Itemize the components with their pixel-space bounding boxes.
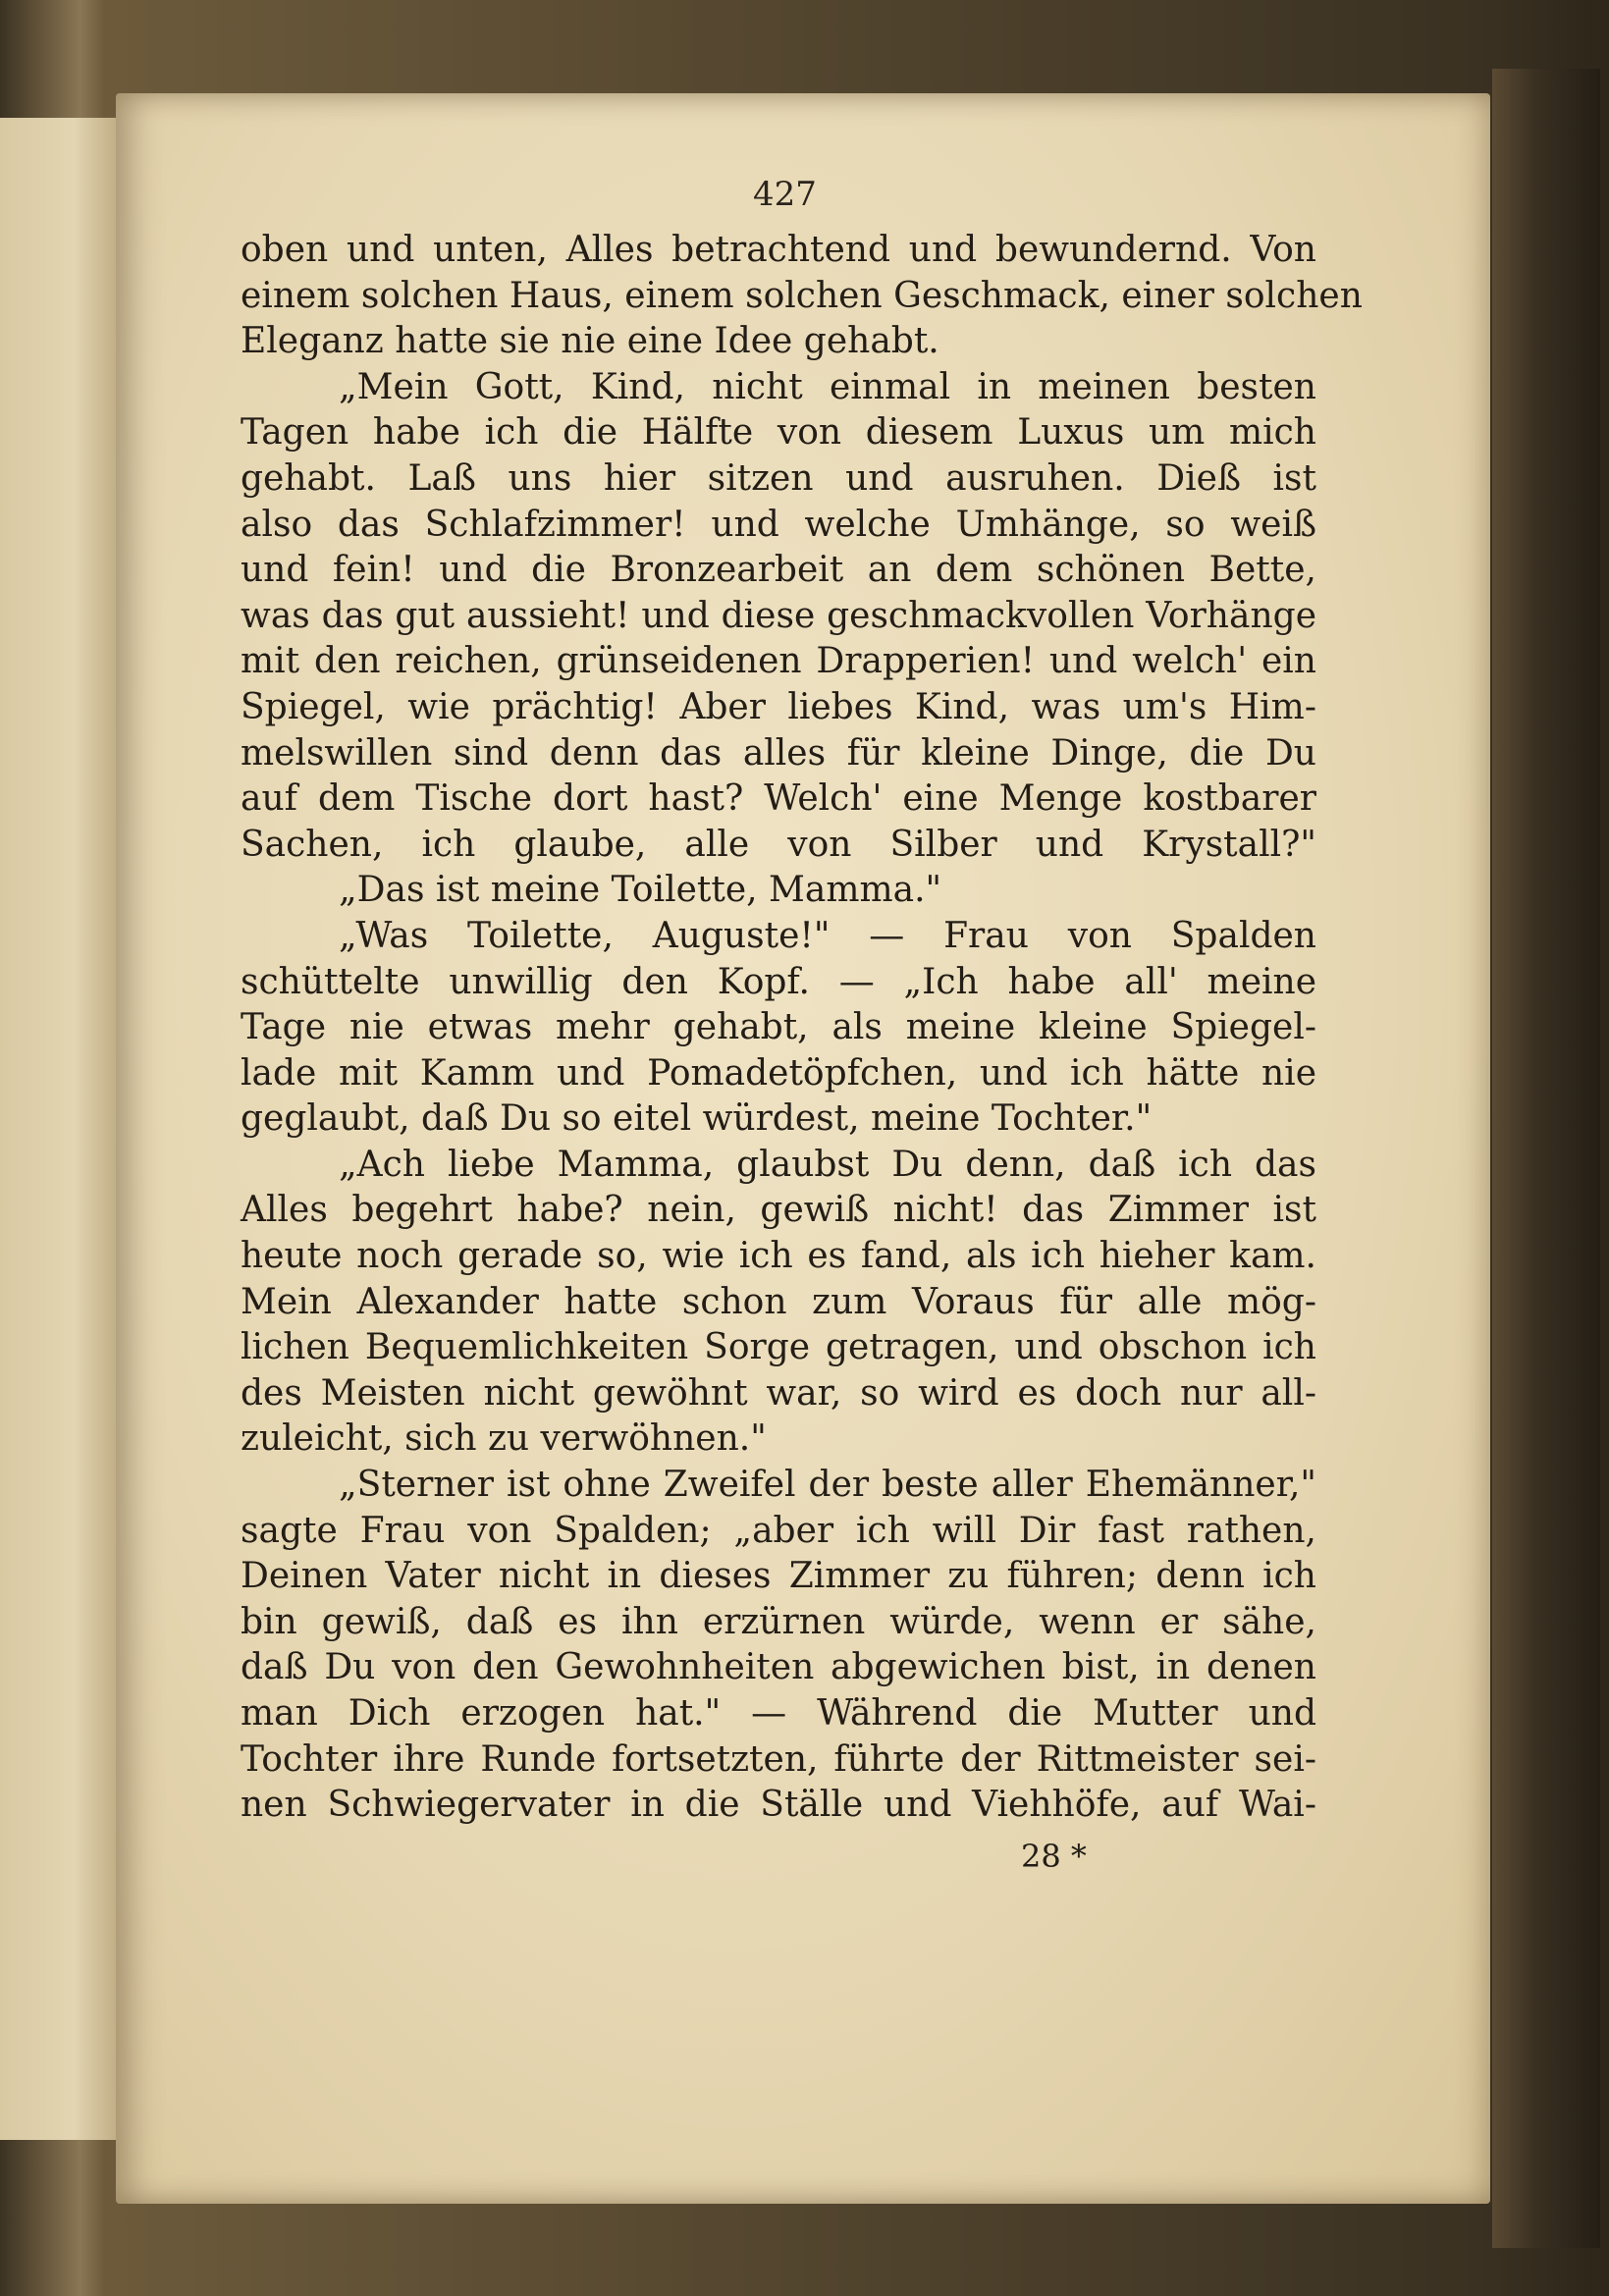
text-line: man Dich erzogen hat." — Während die Mutter und: [241, 1693, 1316, 1734]
page-number-text: 427: [753, 175, 817, 214]
text-line: Tage nie etwas mehr gehabt, als meine kleine Spiegel-: [241, 1007, 1316, 1048]
text-line: „Mein Gott, Kind, nicht einmal in meinen besten: [339, 366, 1316, 407]
text-line: gehabt. Laß uns hier sitzen und ausruhen. Dieß ist: [241, 457, 1316, 499]
text-line: Eleganz hatte sie nie eine Idee gehabt.: [241, 321, 939, 362]
text-line: lichen Bequemlichkeiten Sorge getragen, und obschon ich: [241, 1327, 1316, 1368]
text-line: Deinen Vater nicht in dieses Zimmer zu führen; denn ich: [241, 1556, 1316, 1597]
text-line: also das Schlafzimmer! und welche Umhänge, so weiß: [241, 504, 1316, 545]
text-line: Tochter ihre Runde fortsetzten, führte der Rittmeister sei-: [241, 1738, 1316, 1780]
text-line: Spiegel, wie prächtig! Aber liebes Kind, was um's Him-: [241, 686, 1316, 727]
text-line: „Das ist meine Toilette, Mamma.": [339, 870, 942, 911]
text-line: nen Schwiegervater in die Ställe und Viehhöfe, auf Wai-: [241, 1785, 1316, 1826]
text-line: „Ach liebe Mamma, glaubst Du denn, daß ich das: [339, 1144, 1316, 1185]
text-line: daß Du von den Gewohnheiten abgewichen bist, in denen: [241, 1647, 1316, 1688]
text-line: heute noch gerade so, wie ich es fand, als ich hieher kam.: [241, 1236, 1316, 1277]
facing-page-edge: [0, 118, 123, 2140]
text-line: mit den reichen, grünseidenen Drapperien! und welch' ein: [241, 641, 1316, 682]
book-binding: [1492, 69, 1600, 2248]
text-line: einem solchen Haus, einem solchen Geschmack, einer solchen: [241, 275, 1363, 316]
text-line: zuleicht, sich zu verwöhnen.": [241, 1418, 767, 1460]
text-line: was das gut aussieht! und diese geschmackvollen Vorhänge: [241, 595, 1316, 636]
page-number: [0, 175, 1609, 214]
text-line: geglaubt, daß Du so eitel würdest, meine Tochter.": [241, 1098, 1153, 1140]
text-line: Sachen, ich glaube, alle von Silber und Krystall?": [241, 824, 1316, 865]
text-line: lade mit Kamm und Pomadetöpfchen, und ich hätte nie: [241, 1052, 1316, 1094]
text-line: Mein Alexander hatte schon zum Voraus für alle mög-: [241, 1281, 1316, 1322]
text-line: Tagen habe ich die Hälfte von diesem Luxus um mich: [241, 412, 1316, 454]
text-line: Alles begehrt habe? nein, gewiß nicht! das Zimmer ist: [241, 1190, 1316, 1231]
body-text: [241, 228, 1363, 1829]
text-line: auf dem Tische dort hast? Welch' eine Menge kostbarer: [241, 778, 1316, 820]
text-line: melswillen sind denn das alles für kleine Dinge, die Du: [241, 732, 1316, 774]
text-line: oben und unten, Alles betrachtend und bewundernd. Von: [241, 230, 1316, 270]
text-line: „Was Toilette, Auguste!" — Frau von Spalden: [339, 915, 1316, 956]
text-line: des Meisten nicht gewöhnt war, so wird es doch nur all-: [241, 1372, 1316, 1414]
text-line: bin gewiß, daß es ihn erzürnen würde, wenn er sähe,: [241, 1601, 1316, 1642]
text-line: und fein! und die Bronzearbeit an dem schönen Bette,: [241, 550, 1316, 591]
signature-mark: 28 *: [1021, 1838, 1087, 1875]
text-line: sagte Frau von Spalden; „aber ich will Dir fast rathen,: [241, 1510, 1316, 1551]
text-line: schüttelte unwillig den Kopf. — „Ich habe all' meine: [241, 961, 1316, 1002]
text-line: „Sterner ist ohne Zweifel der beste aller Ehemänner,": [339, 1465, 1316, 1506]
